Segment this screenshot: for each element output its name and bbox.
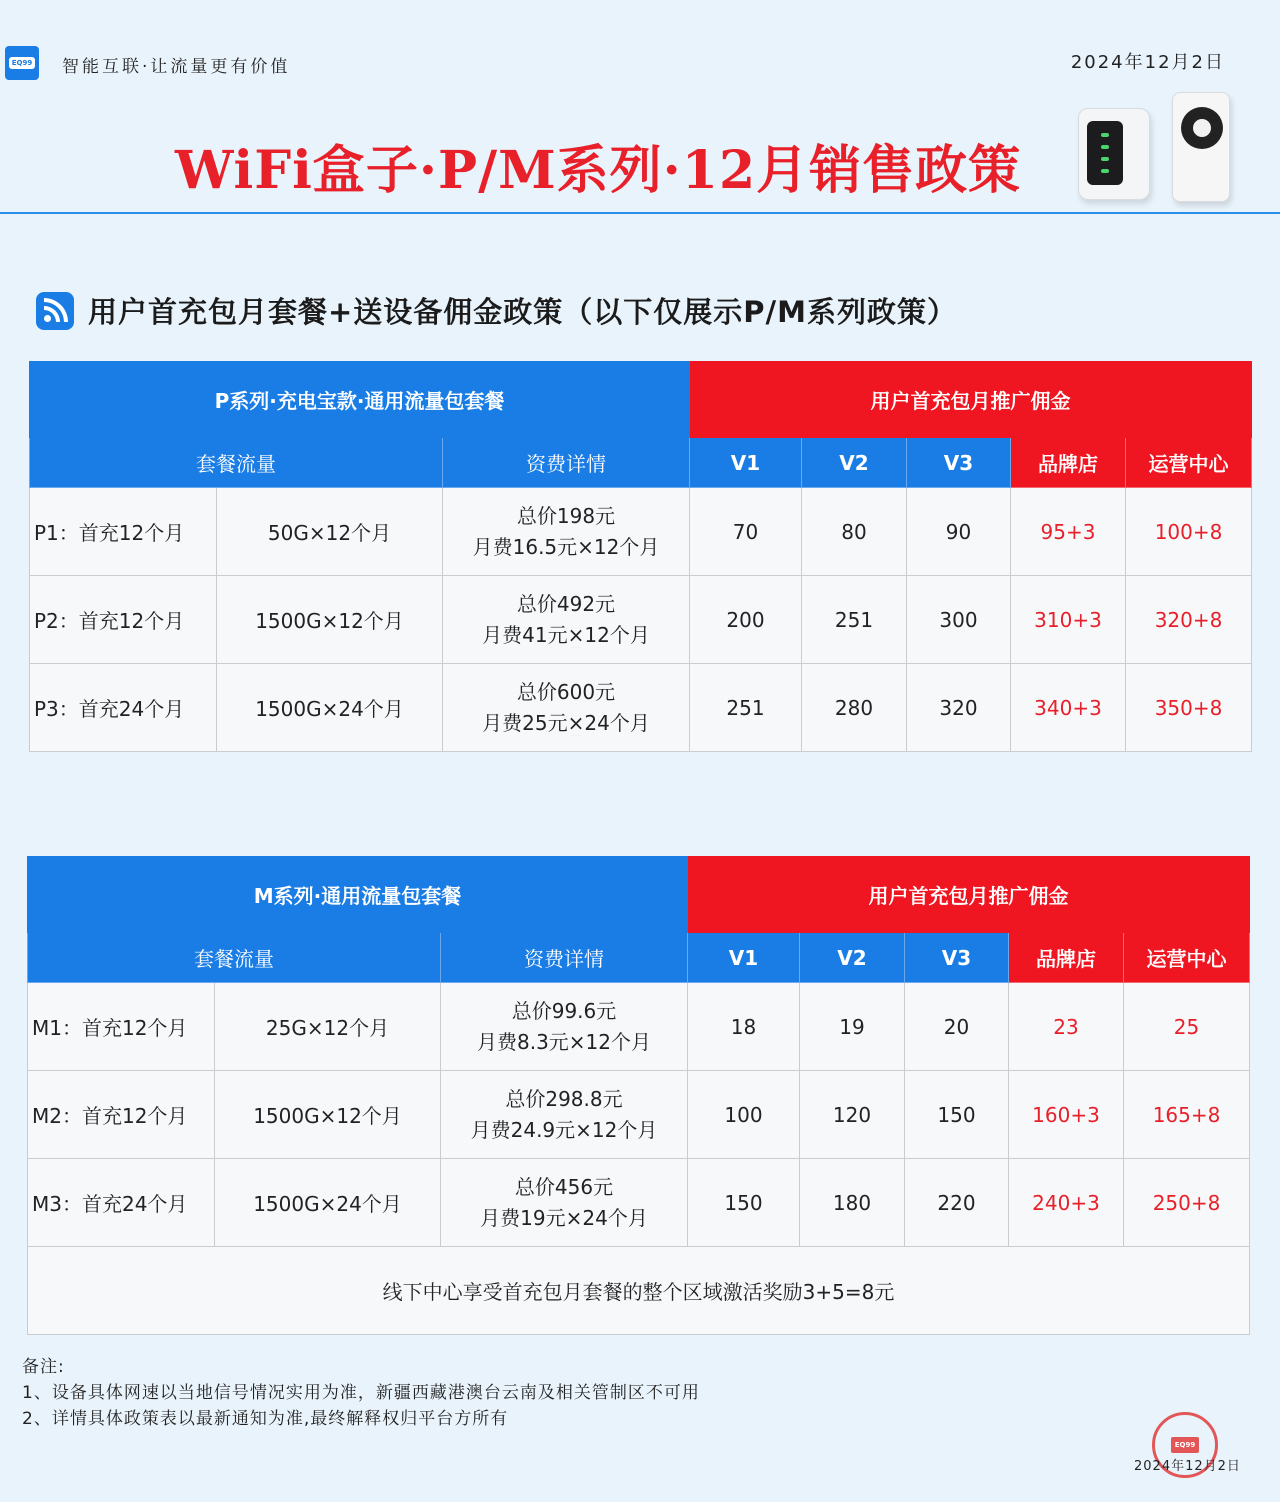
price-monthly: 月费25元×24个月 xyxy=(482,710,650,735)
commission-v2: 180 xyxy=(800,1159,905,1247)
col-header-ops: 运营中心 xyxy=(1124,933,1250,983)
package-flow: 25G×12个月 xyxy=(215,983,441,1071)
commission-brand: 310+3 xyxy=(1011,576,1126,664)
price-total: 总价298.8元 xyxy=(505,1086,623,1111)
package-price xyxy=(443,576,690,664)
commission-v3: 90 xyxy=(907,488,1011,576)
table-row xyxy=(30,664,1252,752)
header-date: 2024年12月2日 xyxy=(1070,52,1225,73)
table-row xyxy=(28,1071,1250,1159)
device-led xyxy=(1101,133,1109,137)
table-row xyxy=(28,983,1250,1071)
device-display xyxy=(1181,107,1223,149)
package-name: P1：首充12个月 xyxy=(30,488,217,576)
col-header-ops: 运营中心 xyxy=(1126,438,1252,488)
page-title: WiFi盒子·P/M系列·12月销售政策 xyxy=(175,140,1022,201)
col-header-v1: V1 xyxy=(688,933,800,983)
package-name: P2：首充12个月 xyxy=(30,576,217,664)
commission-v2: 80 xyxy=(802,488,907,576)
section-title: 用户首充包月套餐+送设备佣金政策（以下仅展示P/M系列政策） xyxy=(88,295,958,329)
package-name: M3：首充24个月 xyxy=(28,1159,215,1247)
header-bar xyxy=(0,0,1280,214)
commission-v3: 320 xyxy=(907,664,1011,752)
package-name: M2：首充12个月 xyxy=(28,1071,215,1159)
col-header-brand: 品牌店 xyxy=(1009,933,1124,983)
commission-ops: 25 xyxy=(1124,983,1250,1071)
col-header-detail: 资费详情 xyxy=(441,933,688,983)
price-monthly: 月费24.9元×12个月 xyxy=(470,1117,658,1142)
commission-v1: 70 xyxy=(690,488,802,576)
p-series-rows xyxy=(30,488,1252,752)
package-price xyxy=(441,1159,688,1247)
price-total: 总价99.6元 xyxy=(511,998,617,1023)
price-monthly: 月费16.5元×12个月 xyxy=(472,534,660,559)
device-led xyxy=(1101,157,1109,161)
commission-v1: 200 xyxy=(690,576,802,664)
section-heading xyxy=(36,290,957,331)
package-flow: 1500G×24个月 xyxy=(217,664,443,752)
commission-ops: 350+8 xyxy=(1126,664,1252,752)
commission-v1: 18 xyxy=(688,983,800,1071)
commission-brand: 23 xyxy=(1009,983,1124,1071)
m-series-rows xyxy=(28,983,1250,1247)
commission-v3: 150 xyxy=(905,1071,1009,1159)
price-monthly: 月费8.3元×12个月 xyxy=(476,1029,651,1054)
package-price xyxy=(443,488,690,576)
m-series-table xyxy=(27,856,1250,1335)
commission-v1: 251 xyxy=(690,664,802,752)
slogan: 智能互联·让流量更有价值 xyxy=(62,57,291,77)
col-header-v2: V2 xyxy=(802,438,907,488)
package-price xyxy=(441,1071,688,1159)
package-name: P3：首充24个月 xyxy=(30,664,217,752)
activation-reward-note: 线下中心享受首充包月套餐的整个区域激活奖励3+5=8元 xyxy=(28,1247,1250,1335)
commission-v1: 150 xyxy=(688,1159,800,1247)
p-series-title: P系列·充电宝款·通用流量包套餐 xyxy=(30,362,690,438)
table-row xyxy=(30,488,1252,576)
device-lens xyxy=(1193,119,1211,137)
price-total: 总价198元 xyxy=(516,503,616,528)
device-led xyxy=(1101,169,1109,173)
device-led xyxy=(1101,145,1109,149)
brand-logo-text: EQ99 xyxy=(9,57,35,69)
table-row xyxy=(30,576,1252,664)
m-commission-title: 用户首充包月推广佣金 xyxy=(688,857,1250,933)
col-header-v1: V1 xyxy=(690,438,802,488)
commission-brand: 340+3 xyxy=(1011,664,1126,752)
rss-icon xyxy=(36,292,74,330)
notes xyxy=(22,1354,700,1432)
table-row xyxy=(28,1159,1250,1247)
notes-line-2: 2、详情具体政策表以最新通知为准,最终解释权归平台方所有 xyxy=(22,1409,509,1429)
price-total: 总价492元 xyxy=(516,591,616,616)
commission-brand: 240+3 xyxy=(1009,1159,1124,1247)
col-header-v3: V3 xyxy=(905,933,1009,983)
package-price xyxy=(441,983,688,1071)
col-header-v3: V3 xyxy=(907,438,1011,488)
commission-ops: 165+8 xyxy=(1124,1071,1250,1159)
commission-ops: 320+8 xyxy=(1126,576,1252,664)
col-header-v2: V2 xyxy=(800,933,905,983)
col-header-brand: 品牌店 xyxy=(1011,438,1126,488)
commission-v3: 220 xyxy=(905,1159,1009,1247)
p-commission-title: 用户首充包月推广佣金 xyxy=(690,362,1252,438)
commission-v3: 300 xyxy=(907,576,1011,664)
col-header-flow: 套餐流量 xyxy=(28,933,441,983)
notes-label: 备注: xyxy=(22,1357,65,1377)
seal-text: EQ99 xyxy=(1171,1437,1199,1453)
wifi-powerbank-device-image xyxy=(1078,108,1150,200)
price-monthly: 月费41元×12个月 xyxy=(482,622,650,647)
commission-v3: 20 xyxy=(905,983,1009,1071)
package-flow: 1500G×12个月 xyxy=(215,1071,441,1159)
commission-v2: 19 xyxy=(800,983,905,1071)
package-price xyxy=(443,664,690,752)
commission-v2: 280 xyxy=(802,664,907,752)
m-series-title: M系列·通用流量包套餐 xyxy=(28,857,688,933)
commission-v2: 120 xyxy=(800,1071,905,1159)
notes-line-1: 1、设备具体网速以当地信号情况实用为准，新疆西藏港澳台云南及相关管制区不可用 xyxy=(22,1383,700,1403)
package-name: M1：首充12个月 xyxy=(28,983,215,1071)
wifi-box-device-image xyxy=(1172,92,1230,202)
commission-brand: 95+3 xyxy=(1011,488,1126,576)
commission-ops: 250+8 xyxy=(1124,1159,1250,1247)
package-flow: 50G×12个月 xyxy=(217,488,443,576)
package-flow: 1500G×24个月 xyxy=(215,1159,441,1247)
price-monthly: 月费19元×24个月 xyxy=(480,1205,648,1230)
col-header-detail: 资费详情 xyxy=(443,438,690,488)
commission-brand: 160+3 xyxy=(1009,1071,1124,1159)
commission-ops: 100+8 xyxy=(1126,488,1252,576)
p-series-table xyxy=(29,361,1252,752)
commission-v1: 100 xyxy=(688,1071,800,1159)
col-header-flow: 套餐流量 xyxy=(30,438,443,488)
device-screen xyxy=(1087,121,1123,185)
price-total: 总价600元 xyxy=(516,679,616,704)
brand-logo xyxy=(5,46,39,80)
footer-date: 2024年12月2日 xyxy=(1134,1459,1241,1474)
price-total: 总价456元 xyxy=(514,1174,614,1199)
commission-v2: 251 xyxy=(802,576,907,664)
package-flow: 1500G×12个月 xyxy=(217,576,443,664)
